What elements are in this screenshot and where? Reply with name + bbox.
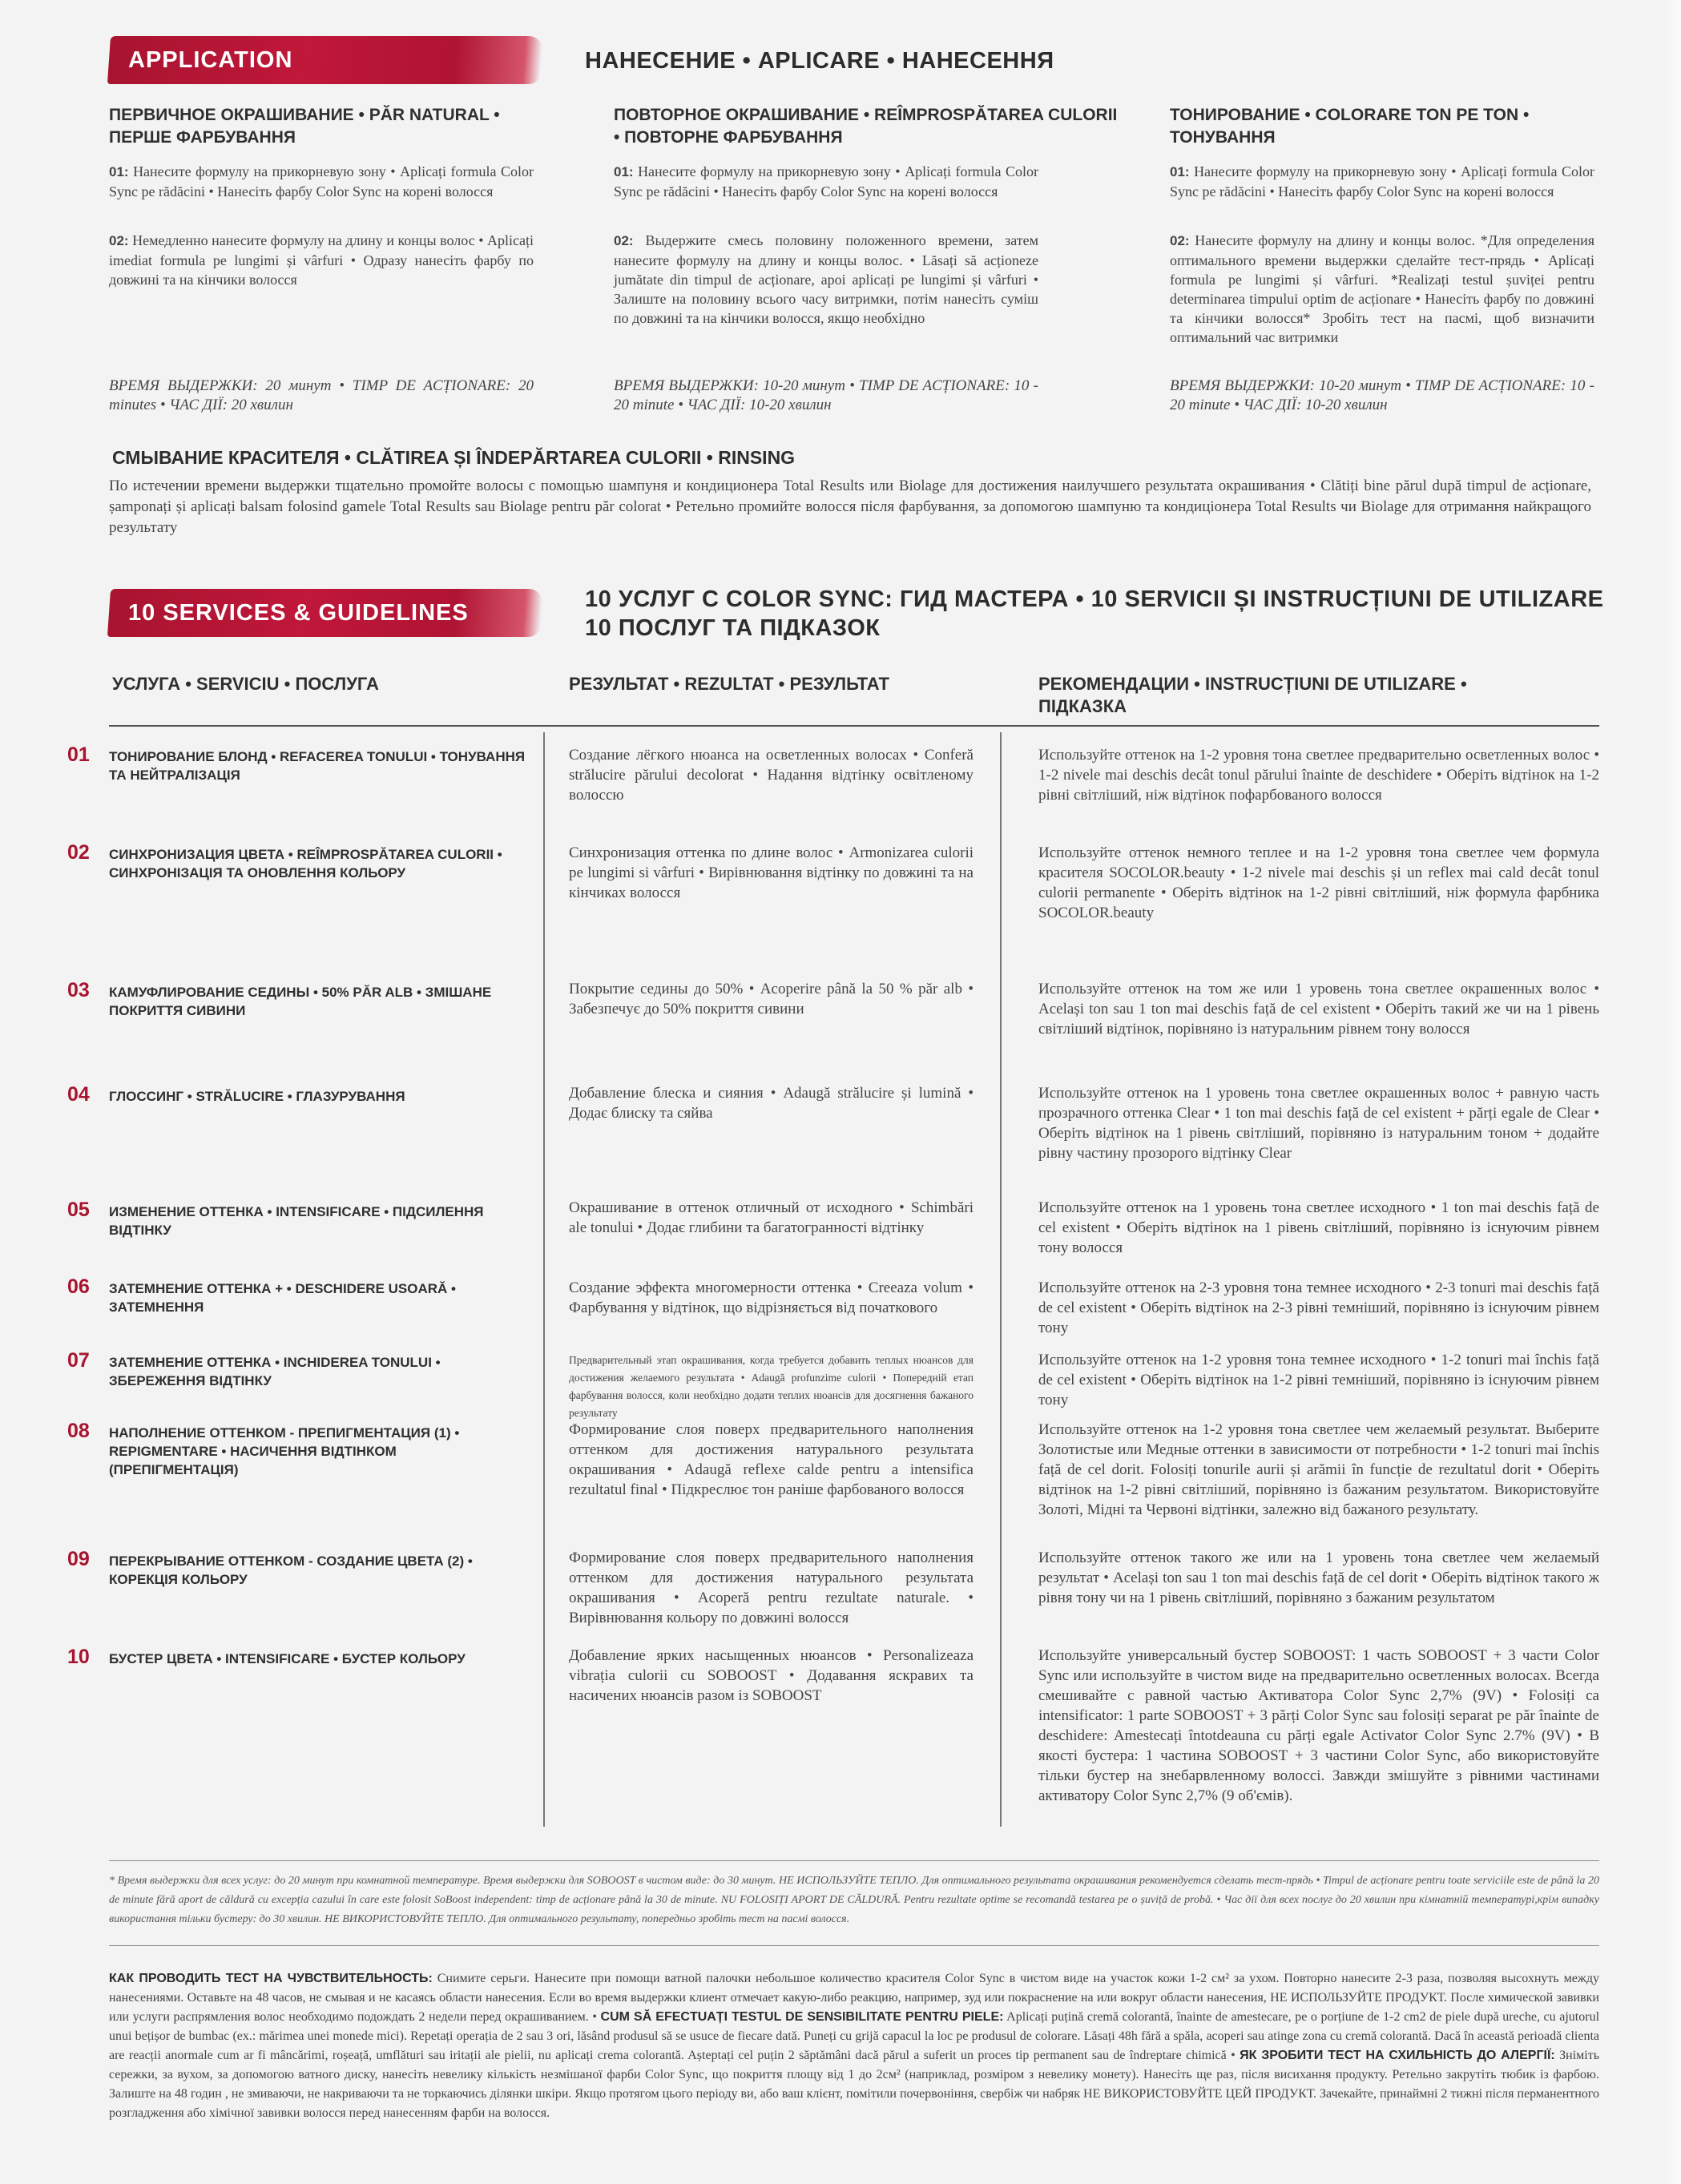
step1-text: Нанесите формулу на прикорневую зону • Aplicați formula Color Sync pe rădăcini • Нанесіть фарбу Color Sync на корені волосся [614, 163, 1038, 199]
service-name: ТОНИРОВАНИЕ БЛОНД • REFACEREA TONULUI • ТОНУВАННЯ ТА НЕЙТРАЛІЗАЦІЯ [109, 749, 526, 783]
service-name: ПЕРЕКРЫВАНИЕ ОТТЕНКОМ - СОЗДАНИЕ ЦВЕТА (2) • КОРЕКЦІЯ КОЛЬОРУ [109, 1553, 473, 1587]
services-badge-label: 10 SERVICES & GUIDELINES [128, 600, 469, 626]
step1-label: 01: [109, 164, 129, 179]
rinse-title: СМЫВАНИЕ КРАСИТЕЛЯ • CLĂTIREA ȘI ÎNDEPĂRTAREA CULORII • RINSING [112, 447, 796, 468]
allergy-title-ru: КАК ПРОВОДИТЬ ТЕСТ НА ЧУВСТВИТЕЛЬНОСТЬ: [109, 1972, 433, 1985]
application-col2-time: ВРЕМЯ ВЫДЕРЖКИ: 10-20 минут • TIMP DE ACȚIONARE: 10 - 20 minute • ЧАС ДІЇ: 10-20 хвилин [614, 377, 1038, 413]
service-number: 05 [67, 1199, 90, 1221]
service-recommendation: Используйте универсальный бустер SOBOOST: 1 часть SOBOOST + 3 части Color Sync или используйте в чистом виде на предварительно осветленных волосах. Всегда смешивайте с равной частью Активатора Color Sync 2,7% (9V) • Folosiți ca intensificator: 1 parte SOBOOST + 3 părți Color Sync sau folosiți separat pe păr înainte de deschidere: Amestecați întotdeauna cu părți egale Activator Color Sync 2.7% (9V) • В якості бустера: 1 частина SOBOOST + 3 частини Color Sync, або використовуйте тільки бустер на знебарвленному волоссі. Завжди змішуйте з рівними частинами активатору Color Sync 2,7% (9 об'ємів). [1038, 1647, 1599, 1804]
page-edge [1663, 0, 1681, 2184]
application-col1-heading: ПЕРВИЧНОЕ ОКРАШИВАНИЕ • PĂR NATURAL • ПЕРШЕ ФАРБУВАННЯ [109, 106, 500, 147]
step1-label: 01: [1170, 164, 1190, 179]
application-title: НАНЕСЕНИЕ • APLICARE • НАНЕСЕННЯ [585, 48, 1054, 74]
application-col3-heading: ТОНИРОВАНИЕ • COLORARE TON PE TON • ТОНУВАННЯ [1170, 106, 1530, 147]
service-name: СИНХРОНИЗАЦИЯ ЦВЕТА • REÎMPROSPĂTAREA CULORII • СИНХРОНІЗАЦІЯ ТА ОНОВЛЕННЯ КОЛЬОРУ [109, 847, 502, 880]
services-badge [107, 589, 543, 637]
service-name: НАПОЛНЕНИЕ ОТТЕНКОМ - ПРЕПИГМЕНТАЦИЯ (1) • REPIGMENTARE • НАСИЧЕННЯ ВІДТІНКОМ (ПРЕПІГМЕНТАЦІЯ) [109, 1425, 460, 1477]
step2-label: 02: [1170, 233, 1190, 248]
service-recommendation: Используйте оттенок на том же или 1 уровень тона светлее окрашенных волос • Același ton sau 1 ton mai deschis față de cel existent • Оберіть такий же чи на 1 рівень світліший відтінок, порівняно із натуральним рівнем тону волосся [1038, 981, 1599, 1038]
service-recommendation: Используйте оттенок на 1-2 уровня тона светлее предварительно осветленных волос • 1-2 nivele mai deschis decât tonul părului înainte de deschidere • Оберіть відтінок на 1-2 рівні світліший, ніж відтінок пофарбованого волосся [1038, 747, 1599, 804]
allergy-title-ua: ЯК ЗРОБИТИ ТЕСТ НА СХИЛЬНІСТЬ ДО АЛЕРГІЇ: [1240, 2049, 1555, 2062]
service-number: 08 [67, 1420, 90, 1442]
services-title-line2: 10 ПОСЛУГ ТА ПІДКАЗОК [585, 615, 881, 641]
step2-text: Выдержите смесь половину положенного времени, затем нанесите формулу на длину и концы волос. • Lăsați să acționeze jumătate din timpul de acționare, apoi aplicați pe lungimi și vârfuri • Залиште на половину всього часу витримки, потім нанесіть суміш по довжині та на кінчики волосся, якщо необхідно [614, 232, 1038, 326]
service-number: 03 [67, 979, 90, 1001]
service-name: ИЗМЕНЕНИЕ ОТТЕНКА • INTENSIFICARE • ПІДСИЛЕННЯ ВІДТІНКУ [109, 1204, 484, 1238]
service-number: 02 [67, 841, 90, 864]
application-col2-step2 [614, 231, 1038, 328]
footnote-bottom-rule [109, 1945, 1599, 1946]
service-result: Добавление ярких насыщенных нюансов • Personalizeaza vibrația culorii cu SOBOOST • Додавання яскравих та насичених нюансів разом із SOBOOST [569, 1647, 974, 1704]
footnote: * Время выдержки для всех услуг: до 20 минут при комнатной температуре. Время выдержки для SOBOOST в чистом виде: до 30 минут. НЕ ИСПОЛЬЗУЙТЕ ТЕПЛО. Для оптимального результата окрашивания рекомендуется сделать тест-прядь • Timpul de acționare pentru toate serviciile este de până la 20 de minute fără aport de căldură cu excepția cazului în care este folosit SoBoost independent: timp de acționare până la 30 de minute. NU FOLOSIȚI APORT DE CĂLDURĂ. Pentru rezultate optime se recomandă testarea pe o șuviță de probă. • Час дії для всех послуг до 20 хвилин при кімнатній температурі,крім випадку використання тільки бустеру: до 30 хвилин. НЕ ВИКОРИСТОВУЙТЕ ТЕПЛО. Для оптимального результату, попередньо зробіть тест на пасмі волосся. [109, 1875, 1599, 1925]
footnote-top-rule [109, 1860, 1599, 1861]
service-result: Добавление блеска и сияния • Adaugă strălucire și lumină • Додає блиску та сяйва [569, 1085, 974, 1122]
application-col1-time: ВРЕМЯ ВЫДЕРЖКИ: 20 минут • TIMP DE ACȚIONARE: 20 minutes • ЧАС ДІЇ: 20 хвилин [109, 377, 534, 413]
col-head-result: РЕЗУЛЬТАТ • REZULTAT • РЕЗУЛЬТАТ [569, 674, 889, 694]
col-head-service: УСЛУГА • SERVICIU • ПОСЛУГА [112, 674, 379, 694]
step2-label: 02: [614, 233, 634, 248]
service-result: Создание эффекта многомерности оттенка • Creeaza volum • Фарбування у відтінок, що відрізняється від початкового [569, 1279, 974, 1316]
application-col3-step2 [1170, 231, 1594, 347]
service-number: 10 [67, 1646, 90, 1668]
service-name: КАМУФЛИРОВАНИЕ СЕДИНЫ • 50% PĂR ALB • ЗМІШАНЕ ПОКРИТТЯ СИВИНИ [109, 985, 492, 1018]
application-badge [107, 36, 543, 84]
application-col3-time: ВРЕМЯ ВЫДЕРЖКИ: 10-20 минут • TIMP DE ACȚIONARE: 10 - 20 minute • ЧАС ДІЇ: 10-20 хвилин [1170, 377, 1594, 413]
service-recommendation: Используйте оттенок на 1-2 уровня тона светлее чем желаемый результат. Выберите Золотистые или Медные оттенки в зависимости от потребности • 1-2 tonuri mai închis față de cel dorit. Folosiți tonurile aurii și arămii în funcție de rezultatul dorit • Оберіть відтінок на 1-2 рівні світліший, порівняно із бажаним результатом. Використовуйте Золоті, Мідні та Червоні відтінки, залежно від бажаного результату. [1038, 1421, 1599, 1518]
service-result: Формирование слоя поверх предварительного наполнения оттенком для достижения натурального результата окрашивания • Adaugă reflexe calde pentru a intensifica rezultatul final • Підкреслює тон раніше фарбованого волосся [569, 1421, 974, 1498]
service-result: Покрытие седины до 50% • Acoperire până la 50 % păr alb • Забезпечує до 50% покриття сивини [569, 981, 974, 1017]
service-recommendation: Используйте оттенок на 2-3 уровня тона темнее исходного • 2-3 tonuri mai deschis față de cel existent • Оберіть відтінок на 2-3 рівні темніший, порівняно із існуючим рівнем тону [1038, 1279, 1599, 1336]
allergy-title-ro: CUM SĂ EFECTUAȚI TESTUL DE SENSIBILITATE PENTRU PIELE: [600, 2010, 1004, 2024]
service-recommendation: Используйте оттенок на 1-2 уровня тона темнее исходного • 1-2 tonuri mai închis față de cel existent • Оберіть відтінок на 1-2 рівні темніший, порівняно із існуючим рівнем тону [1038, 1352, 1599, 1408]
application-col3-step1 [1170, 162, 1594, 201]
service-number: 07 [67, 1349, 90, 1372]
application-col1-step1 [109, 162, 534, 201]
step1-text: Нанесите формулу на прикорневую зону • Aplicați formula Color Sync pe rădăcini • Нанесіть фарбу Color Sync на корені волосся [109, 163, 534, 199]
application-col2-heading: ПОВТОРНОЕ ОКРАШИВАНИЕ • REÎMPROSPĂTAREA CULORII • ПОВТОРНЕ ФАРБУВАННЯ [614, 106, 1118, 147]
service-recommendation: Используйте оттенок на 1 уровень тона светлее окрашенных волос + равную часть прозрачного оттенка Clear • 1 ton mai deschis față de cel existent + părți egale de Clear • Оберіть відтінок на 1 рівень світліший, порівняно із натуральним тоном + додайте рівну частину прозорого відтінку Clear [1038, 1085, 1599, 1162]
service-recommendation: Используйте оттенок на 1 уровень тона светлее исходного • 1 ton mai deschis față de cel existent • Оберіть відтінок на 1 рівень світліший, порівняно із існуючим рівнем тону волосся [1038, 1199, 1599, 1256]
service-number: 04 [67, 1083, 90, 1106]
step1-text: Нанесите формулу на прикорневую зону • Aplicați formula Color Sync pe rădăcini • Нанесіть фарбу Color Sync на корені волосся [1170, 163, 1594, 199]
service-recommendation: Используйте оттенок такого же или на 1 уровень тона светлее чем желаемый результат • Același ton sau 1 ton mai deschis față de cel dorit • Оберіть відтінок такого ж рівня тону чи на 1 рівень світліший, порівняно з бажаним результатом [1038, 1549, 1599, 1606]
services-title-line1: 10 УСЛУГ С COLOR SYNC: ГИД МАСТЕРА • 10 SERVICII ȘI INSTRUCȚIUNI DE UTILIZARE [585, 586, 1604, 612]
allergy-text-ua: Зніміть сережки, за вухом, за допомогою ватного диску, нанесіть невелику кількість незмішаної фарби Color Sync, що покриття площу від 1 до 2см² (наприклад, розміром з невелику монету). Нанесіть ще раз, після висихання продукту. Ретельно закрутіть тюбик із фарбою. Залиште на 48 годин , не змиваючи, не накриваючи та не торкаючись ділянки шкіри. Якщо протягом цього періоду ви, або ваш клієнт, помітили почервоніння, свербіж чи набряк НЕ ВИКОРИСТОВУЙТЕ ЦЕЙ ПРОДУКТ. Зачекайте, принаймні 2 тижні після перманентного розгладження або хімічної завивки волосся перед нанесенням фарби на волосся. [109, 2049, 1600, 2120]
service-name: БУСТЕР ЦВЕТА • INTENSIFICARE • БУСТЕР КОЛЬОРУ [109, 1651, 466, 1666]
service-result: Формирование слоя поверх предварительного наполнения оттенком для достижения натурального результата окрашивания • Acoperă pentru rezultate naturale. • Вирівнювання кольору по довжині волосся [569, 1549, 974, 1626]
table-header-rule [109, 725, 1599, 727]
service-number: 09 [67, 1548, 90, 1570]
step1-label: 01: [614, 164, 634, 179]
step2-text: Нанесите формулу на длину и концы волос. *Для определения оптимального времени выдержки сделайте тест-прядь • Aplicați formula pe lungimi și vârfuri. *Realizați testul șuviței pentru determinarea timpului optim de acționare • Нанесіть фарбу по довжині та кінчики волосся* Зробіть тест на пасмі, щоб визначити оптимальний час витримки [1170, 232, 1594, 345]
service-result: Окрашивание в оттенок отличный от исходного • Schimbări ale tonului • Додає глибини та багатогранності відтінку [569, 1199, 974, 1236]
service-result: Синхронизация оттенка по длине волос • Armonizarea culorii pe lungimi si vârfuri • Вирівнювання відтінку по довжині та на кінчиках волосся [569, 844, 974, 901]
service-name: ЗАТЕМНЕНИЕ ОТТЕНКА + • DESCHIDERE USOARĂ • ЗАТЕМНЕННЯ [109, 1281, 456, 1315]
service-result: Создание лёгкого нюанса на осветленных волосах • Conferă strălucire părului decolorat • Надання відтінку освітленому волоссю [569, 747, 974, 804]
service-name: ГЛОССИНГ • STRĂLUCIRE • ГЛАЗУРУВАННЯ [109, 1089, 405, 1104]
step2-label: 02: [109, 233, 129, 248]
step2-text: Немедленно нанесите формулу на длину и концы волос • Aplicați imediat formula pe lungimi și vârfuri • Одразу нанесіть фарбу по довжині та на кінчики волосся [109, 232, 534, 288]
allergy-text-ro: Aplicați puțină cremă colorantă, înainte de amestecare, pe o porțiune de 1-2 cm2 de piele după ureche, cu ajutorul unui bețișor de bumbac (ex.: mărimea unei monede mici). Repetați operația de 2 sau 3 ori, lăsând produsul să se usuce de fiecare dată. Puneți cu grijă capacul la loc pe produsul de colorare. Lăsați 48h fără a spăla, acoperi sau atinge zona cu cremă colorantă. Dacă în această perioadă clienta are reacții anormale cum ar fi mâncărimi, roșeață, umflături sau iritații ale pielii, nu aplicați crema colorantă. Așteptați cel puțin 2 săptămâni dacă părul a suferit un proces tip permanent sau de îndreptare chimică • [109, 2010, 1600, 2062]
col-head-recommendations: РЕКОМЕНДАЦИИ • INSTRUCȚIUNI DE UTILIZARE • ПІДКАЗКА [1038, 674, 1467, 716]
application-badge-label: APPLICATION [128, 47, 293, 73]
rinse-text: По истечении времени выдержки тщательно промойте волосы с помощью шампуня и кондиционера Total Results или Biolage для достижения наилучшего результата окрашивания • Clătiți bine părul după timpul de acționare, șamponați și aplicați balsam folosind gamele Total Results sau Biolage pentru păr colorat • Ретельно промийте волосся після фарбування, за допомогою шампуню та кондиціонера Total Results чи Biolage для отримання найкращого результату [109, 477, 1591, 536]
column-divider-2 [1000, 732, 1002, 1827]
application-col2-step1 [614, 162, 1038, 201]
allergy-test [109, 1969, 1599, 2123]
service-number: 01 [67, 743, 90, 766]
allergy-text-ru: Снимите серьги. Нанесите при помощи ватной палочки небольшое количество красителя Color Sync в чистом виде на участок кожи 1-2 см² за ухом. Повторно нанесите 2-3 раза, позволяя высохнуть между нанесениями. Оставьте на 48 часов, не смывая и не касаясь области нанесения. Если во время выдержки клиент отмечает какую-либо реакцию, например, зуд или покраснение на или вокруг области нанесения, НЕ ИСПОЛЬЗУЙТЕ ПРОДУКТ. После химической завивки или услуги распрямления волос необходимо подождать 2 недели перед окрашиванием. • [109, 1972, 1600, 2024]
service-number: 06 [67, 1275, 90, 1298]
application-col1-step2 [109, 231, 534, 289]
column-divider-1 [543, 732, 545, 1827]
service-result: Предварительный этап окрашивания, когда требуется добавить теплых нюансов для достижения желаемого результата • Adaugă profunzime culorii • Попередній етап фарбування волосся, коли необхідно додати теплих нюансів для досягнення бажаного результату [569, 1354, 974, 1419]
service-recommendation: Используйте оттенок немного теплее и на 1-2 уровня тона светлее чем формула красителя SOCOLOR.beauty • 1-2 nivele mai deschis și un reflex mai cald decât tonul culorii permanente • Оберіть відтінок на 1-2 рівні світліший, ніж формула фарбника SOCOLOR.beauty [1038, 844, 1599, 921]
service-name: ЗАТЕМНЕНИЕ ОТТЕНКА • INCHIDEREA TONULUI • ЗБЕРЕЖЕННЯ ВІДТІНКУ [109, 1355, 441, 1388]
